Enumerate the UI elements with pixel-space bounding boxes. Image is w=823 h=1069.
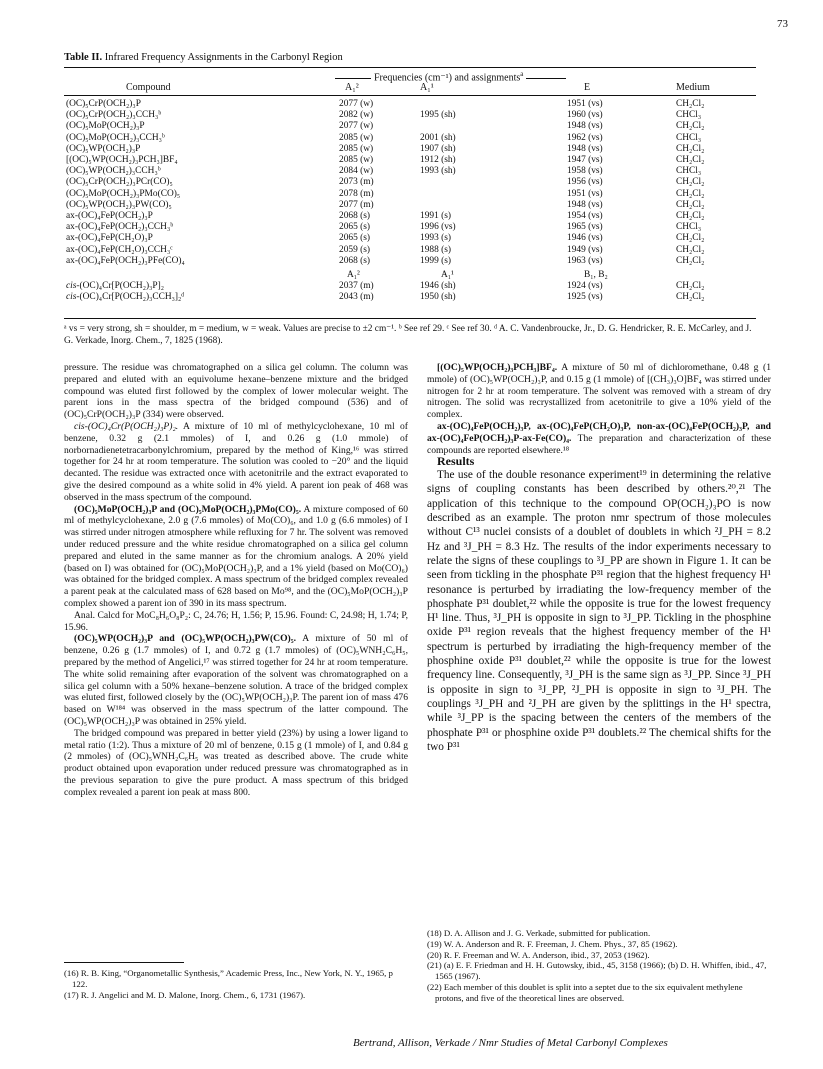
left-para-1: pressure. The residue was chromatographed on a silica gel column. The column was prepared and eluted with an equivolume hexane–benzene mixture and the bridged compound was eluted first followed by the complex of lower molecular weight. The parent ions in the mass spectra of the bridged compound (536) and of (OC)₅CrP(OCH₂)₃P (334) were observed. <box>64 362 408 421</box>
group-header-text: Frequencies (cm⁻¹) and assignments <box>374 72 521 84</box>
right-para-2-head: ax-(OC)₄FeP(OCH₂)₃P, ax-(OC)₄FeP(CH₂O)₃P, non-ax-(OC)₄FeP(OCH₂)₃P, and ax-(OC)₄FeP(OCH₂)₃P-ax-Fe(CO)₄. <box>427 420 771 444</box>
table-cell-a12: 2085 (w) <box>339 132 374 143</box>
table-cell-e: 1954 (vs) <box>567 211 603 221</box>
left-para-3 <box>64 504 408 610</box>
table-bottom-rule <box>64 318 756 319</box>
table-cell-e: 1948 (vs) <box>567 143 603 154</box>
left-para-6: The bridged compound was prepared in better yield (23%) by using a lower ligand to metal ratio (1:2). Thus a mixture of 20 ml of benzene, 0.15 g (1 mmole) of I, and 0.84 g (2 mmoles) of (OC)₅WNH₂C₆H₅ was treated as described above. The crude white product obtained upon evaporation under reduced pressure was chromatographed as in the previous separation to give the pure product. A mass spectrum of this bridged complex revealed a parent ion peak at mass 800. <box>64 727 408 798</box>
table-cell-e: 1949 (vs) <box>567 244 603 255</box>
table-cell-a11: 1991 (s) <box>420 211 451 221</box>
left-references <box>64 968 408 1000</box>
table-cell-compound: cis-(OC)₄Cr[P(OCH₂)₃P]₂ <box>66 281 164 292</box>
table-cell-a12: 2077 (m) <box>339 199 374 210</box>
table-cell-a12: 2043 (m) <box>339 292 374 303</box>
col-header-medium: Medium <box>676 82 710 93</box>
table-cell-a11: 1988 (s) <box>420 244 451 255</box>
table-cell-a11: 1999 (s) <box>420 255 451 266</box>
table-cell-medium: CH₂Cl₂ <box>676 199 705 210</box>
table-cell-compound: ax-(OC)₄FeP(OCH₂)₃CCH₃ᵇ <box>66 222 174 233</box>
table-cell-compound: (OC)₅WP(OCH₂)₃CCH₃ᵇ <box>66 166 161 177</box>
table-cell-medium: CH₂Cl₂ <box>676 211 705 221</box>
left-para-5 <box>64 633 408 727</box>
running-footer: Bertrand, Allison, Verkade / Nmr Studies of Metal Carbonyl Complexes <box>353 1037 668 1049</box>
right-column <box>427 362 771 754</box>
left-para-2-head: cis-(OC)₄Cr(P(OCH₂)₃P)₂. <box>74 420 179 432</box>
table-cell-medium: CH₂Cl₂ <box>676 281 705 292</box>
table-cell-compound: (OC)₅MoP(OCH₂)₃P <box>66 121 145 132</box>
table-cell-compound: (OC)₅WP(OCH₂)₃P <box>66 143 141 154</box>
table-cell-a11: 1995 (sh) <box>420 110 456 121</box>
table-cell-medium: CHCl₃ <box>676 132 702 143</box>
table-cell-e: 1946 (vs) <box>567 233 603 244</box>
left-para-2-body: A mixture of 10 ml of methylcyclohexane, 10 ml of benzene, 0.32 g (2.1 mmoles) of I, and 0.26 g (1.0 mmole) of norbornadienetetracarbonylchromium, prepared by the method of King,¹⁶ was stirred together for 24 hr at room temperature. The solution was cooled to −20° and the liquid decanted. The residue was extracted once with acetonitrile and the extract evaporated to give the desired compound as a white solid in 4% yield. A parent ion peak of 468 was observed in the mass spectrum of the compound. <box>64 420 408 503</box>
results-heading: Results <box>437 454 475 469</box>
table-cell-compound: ax-(OC)₄FeP(OCH₂)₃PFe(CO)₄ <box>66 255 185 266</box>
right-para-1-head: [(OC)₅WP(OCH₂)₃PCH₃]BF₄. <box>437 362 558 373</box>
table-cell-a12: 2077 (w) <box>339 121 374 132</box>
table-cell-a12: 2077 (w) <box>339 99 374 109</box>
table-subheader-a11: A₁¹ <box>441 270 454 280</box>
group-header-mark: a <box>520 70 524 78</box>
reference-21: (21) (a) E. F. Friedman and H. H. Gutowsky, ibid., 45, 3158 (1966); (b) D. H. Whiffen, ibid., 47, 1565 (1967). <box>427 960 767 982</box>
table-cell-a11: 1993 (sh) <box>420 166 456 177</box>
table-cell-a12: 2078 (m) <box>339 188 374 199</box>
table-cell-a12: 2037 (m) <box>339 281 374 292</box>
table-title: Infrared Frequency Assignments in the Carbonyl Region <box>104 52 343 63</box>
col-header-a12: A₁² <box>345 82 359 93</box>
table-cell-compound: cis-(OC)₄Cr[P(OCH₂)₃CCH₃]₂ᵈ <box>66 292 185 303</box>
table-cell-medium: CHCl₃ <box>676 222 702 233</box>
table-cell-a11: 1912 (sh) <box>420 155 456 165</box>
table-cell-medium: CH₂Cl₂ <box>676 233 705 244</box>
table-cell-medium: CHCl₃ <box>676 166 702 177</box>
table-subheader-e: B₁, B₂ <box>584 270 608 280</box>
left-footnote-rule <box>64 962 184 963</box>
table-cell-medium: CH₂Cl₂ <box>676 244 705 255</box>
reference-17: (17) R. J. Angelici and M. D. Malone, Inorg. Chem., 6, 1731 (1967). <box>64 989 306 1000</box>
col-header-a11: A₁¹ <box>420 82 434 93</box>
table-caption <box>64 52 343 63</box>
table-cell-e: 1951 (vs) <box>567 99 603 109</box>
table-cell-compound: (OC)₅WP(OCH₂)₃PW(CO)₅ <box>66 199 172 210</box>
table-cell-medium: CH₂Cl₂ <box>676 177 705 188</box>
table-cell-e: 1965 (vs) <box>567 222 603 233</box>
table-subheader-a12: A₁² <box>347 270 360 280</box>
table-cell-compound: ax-(OC)₄FeP(OCH₂)₃P <box>66 211 153 221</box>
table-cell-a12: 2065 (s) <box>339 233 370 244</box>
table-cell-compound: (OC)₅CrP(OCH₂)₃P <box>66 99 141 109</box>
table-cell-e: 1924 (vs) <box>567 281 603 292</box>
table-cell-medium: CH₂Cl₂ <box>676 99 705 109</box>
left-para-3-body: A mixture composed of 60 ml of methylcyclohexane, 2.0 g (7.6 mmoles) of Mo(CO)₆, and 1.0 g (6.6 mmoles) of I was stirred under nitrogen atmosphere while refluxing for 7 hr. The solvent was removed under reduced pressure and the white residue chromatographed on a silica gel column prepared and eluted in the same manner as for the chromium analogs. A 20% yield (based on I) was obtained for (OC)₅MoP(OCH₂)₃P, and a 1% yield (based on Mo(CO)₆) was obtained for the bridged complex. A mass spectrum of the bridged complex revealed a parent peak at the calculated mass of 628 based on Mo⁹⁸, and the (OC)₅MoP(OCH₂)₃P complex showed a parent ion of 390 in its mass spectrum. <box>64 503 408 609</box>
table-cell-e: 1960 (vs) <box>567 110 603 121</box>
table-cell-e: 1947 (vs) <box>567 155 603 165</box>
table-cell-medium: CH₂Cl₂ <box>676 255 705 266</box>
col-header-compound: Compound <box>126 82 171 93</box>
table-cell-a12: 2085 (w) <box>339 143 374 154</box>
table-cell-medium: CHCl₃ <box>676 110 702 121</box>
left-para-5-body: A mixture of 50 ml of benzene, 0.26 g (1.7 mmoles) of I, and 0.72 g (1.7 mmoles) of (OC)₅WNH₂C₆H₅, prepared by the method of Angelici,¹⁷ was stirred together for 24 hr at room temperature. The white solid remaining after evaporation of the solvent was chromatographed on a silica gel column with a 50% hexane–benzene solution. A trace of the bridged complex was eluted first, followed closely by the (OC)₅WP(OCH₂)₃P. The parent ion of mass 476 based on W¹⁸⁴ was observed in the mass spectrum of the latter compound. The (OC)₅WP(OCH₂)₃P was obtained in 25% yield. <box>64 633 408 727</box>
table-cell-e: 1956 (vs) <box>567 177 603 188</box>
reference-20: (20) R. F. Freeman and W. A. Anderson, ibid., 37, 2053 (1962). <box>427 949 650 960</box>
col-header-e: E <box>584 82 591 93</box>
left-para-3-head: (OC)₅MoP(OCH₂)₃P and (OC)₅MoP(OCH₂)₃PMo(CO)₅. <box>74 503 302 515</box>
table-cell-compound: (OC)₅MoP(OCH₂)₃PMo(CO)₅ <box>66 188 181 199</box>
table-cell-a11: 1996 (vs) <box>420 222 456 233</box>
table-cell-a11: 1993 (s) <box>420 233 451 244</box>
table-cell-e: 1963 (vs) <box>567 255 603 266</box>
reference-19: (19) W. A. Anderson and R. F. Freeman, J. Chem. Phys., 37, 85 (1962). <box>427 938 678 949</box>
right-para-2 <box>427 421 771 456</box>
table-cell-compound: (OC)₅CrP(OCH₂)₃PCr(CO)₅ <box>66 177 173 188</box>
table-cell-e: 1948 (vs) <box>567 121 603 132</box>
table-cell-e: 1951 (vs) <box>567 188 603 199</box>
table-cell-medium: CH₂Cl₂ <box>676 188 705 199</box>
table-cell-compound: [(OC)₅WP(OCH₂)₃PCH₃]BF₄ <box>66 155 178 165</box>
table-cell-a12: 2068 (s) <box>339 255 370 266</box>
table-cell-a12: 2065 (s) <box>339 222 370 233</box>
table-cell-a12: 2073 (m) <box>339 177 374 188</box>
left-column <box>64 362 408 798</box>
table-header-rule <box>64 95 756 96</box>
table-cell-medium: CH₂Cl₂ <box>676 143 705 154</box>
table-footnote: ᵃ vs = very strong, sh = shoulder, m = medium, w = weak. Values are precise to ±2 cm⁻¹. ᵇ See ref 29. ᶜ See ref 30. ᵈ A. C. Vandenbroucke, Jr., D. G. Hendricker, R. E. McCarley, and J. G. Verkade, Inorg. Chem., 7, 1825 (1968). <box>64 324 752 346</box>
table-cell-compound: ax-(OC)₄FeP(CH₂O)₃P <box>66 233 153 244</box>
table-label: Table II. <box>64 52 103 63</box>
table-cell-a12: 2059 (s) <box>339 244 370 255</box>
left-para-2 <box>64 421 408 504</box>
reference-16: (16) R. B. King, “Organometallic Synthesis,” Academic Press, Inc., New York, N. Y., 1965, p 122. <box>64 968 393 989</box>
reference-22: (22) Each member of this doublet is split into a septet due to the six equivalent methylene protons, and five of the theoretical lines are observed. <box>427 981 743 1003</box>
table-cell-e: 1962 (vs) <box>567 132 603 143</box>
table-cell-a12: 2082 (w) <box>339 110 374 121</box>
table-cell-compound: (OC)₅CrP(OCH₂)₃CCH₃ᵇ <box>66 110 162 121</box>
table-cell-a12: 2085 (w) <box>339 155 374 165</box>
right-para-1 <box>427 362 771 421</box>
right-para-2-body: The preparation and characterization of these compounds are reported elsewhere.¹⁸ <box>427 432 771 456</box>
left-para-4: Anal. Calcd for MoC₈H₆O₈P₂: C, 24.76; H, 1.56; P, 15.96. Found: C, 24.98; H, 1.74; P, 15.96. <box>64 609 408 633</box>
reference-18: (18) D. A. Allison and J. G. Verkade, submitted for publication. <box>427 928 651 938</box>
table-cell-a12: 2068 (s) <box>339 211 370 221</box>
page-number: 73 <box>777 18 788 30</box>
left-para-5-head: (OC)₅WP(OCH₂)₃P and (OC)₅WP(OCH₂)₃PW(CO)₅. <box>74 633 297 645</box>
table-cell-a11: 1907 (sh) <box>420 143 456 154</box>
table-cell-medium: CH₂Cl₂ <box>676 155 705 165</box>
table-cell-compound: (OC)₅MoP(OCH₂)₃CCH₃ᵇ <box>66 132 165 143</box>
table-cell-a11: 2001 (sh) <box>420 132 456 143</box>
table-cell-medium: CH₂Cl₂ <box>676 292 705 303</box>
table-cell-e: 1948 (vs) <box>567 199 603 210</box>
table-cell-e: 1958 (vs) <box>567 166 603 177</box>
right-references <box>427 928 771 1004</box>
results-text: The use of the double resonance experiment¹⁹ in determining the relative signs of coupling constants has been described by others.²⁰,²¹ The application of this technique to the compound OP(OCH₂)₃PO is now described as an example. The proton nmr spectrum of those molecules without C¹³ nuclei consists of a doublet of doublets in which ²J_PH = 8.2 Hz and ³J_PH = 8.3 Hz. The results of the indor experiments necessary to relate the signs of these couplings to ³J_PP are shown in Figure 1. It can be seen from tickling in the phosphate P³¹ region that the highest frequency H¹ resonance is perturbed by irradiating the low-frequency member of the phosphate P³¹ doublet,²² while the opposite is true for the lowest frequency H¹ line. Thus, ³J_PH is opposite in sign to ³J_PP. Tickling in the phosphine oxide P³¹ region reveals that the highest frequency member of the H¹ spectrum is perturbed by irradiating the high-frequency member of the phosphine oxide P³¹ doublet,²² while the opposite is true for the lowest frequency line. Consequently, ³J_PH is the same sign as ³J_PP. Since ³J_PH is opposite in sign to ³J_PP, ²J_PH is opposite in sign to ³J_PH. The couplings ³J_PH and ²J_PH are given by the splittings in the H¹ spectra, while ³J_PP is the spacing between the centers of the members of the phosphate P³¹ or phosphine oxide P³¹ doublets.²² The chemical shifts for the two P³¹ <box>427 469 771 753</box>
table-cell-medium: CH₂Cl₂ <box>676 121 705 132</box>
right-para-1-body: A mixture of 50 ml of dichloromethane, 0.48 g (1 mmole) of (OC)₅WP(OCH₂)₃P, and 0.15 g (1 mmole) of [(CH₃)₃O]BF₄ was stirred under nitrogen for 2 hr at room temperature. The solvent was removed with a stream of dry nitrogen. The solid was recrystallized from acetonitrile to give a 10% yield of the complex. <box>427 362 771 421</box>
table-top-rule <box>64 67 756 68</box>
table-cell-compound: ax-(OC)₄FeP(CH₂O)₃CCH₃ᶜ <box>66 244 173 255</box>
table-cell-a11: 1946 (sh) <box>420 281 456 292</box>
table-cell-a12: 2084 (w) <box>339 166 374 177</box>
table-cell-a11: 1950 (sh) <box>420 292 456 303</box>
table-cell-e: 1925 (vs) <box>567 292 603 303</box>
